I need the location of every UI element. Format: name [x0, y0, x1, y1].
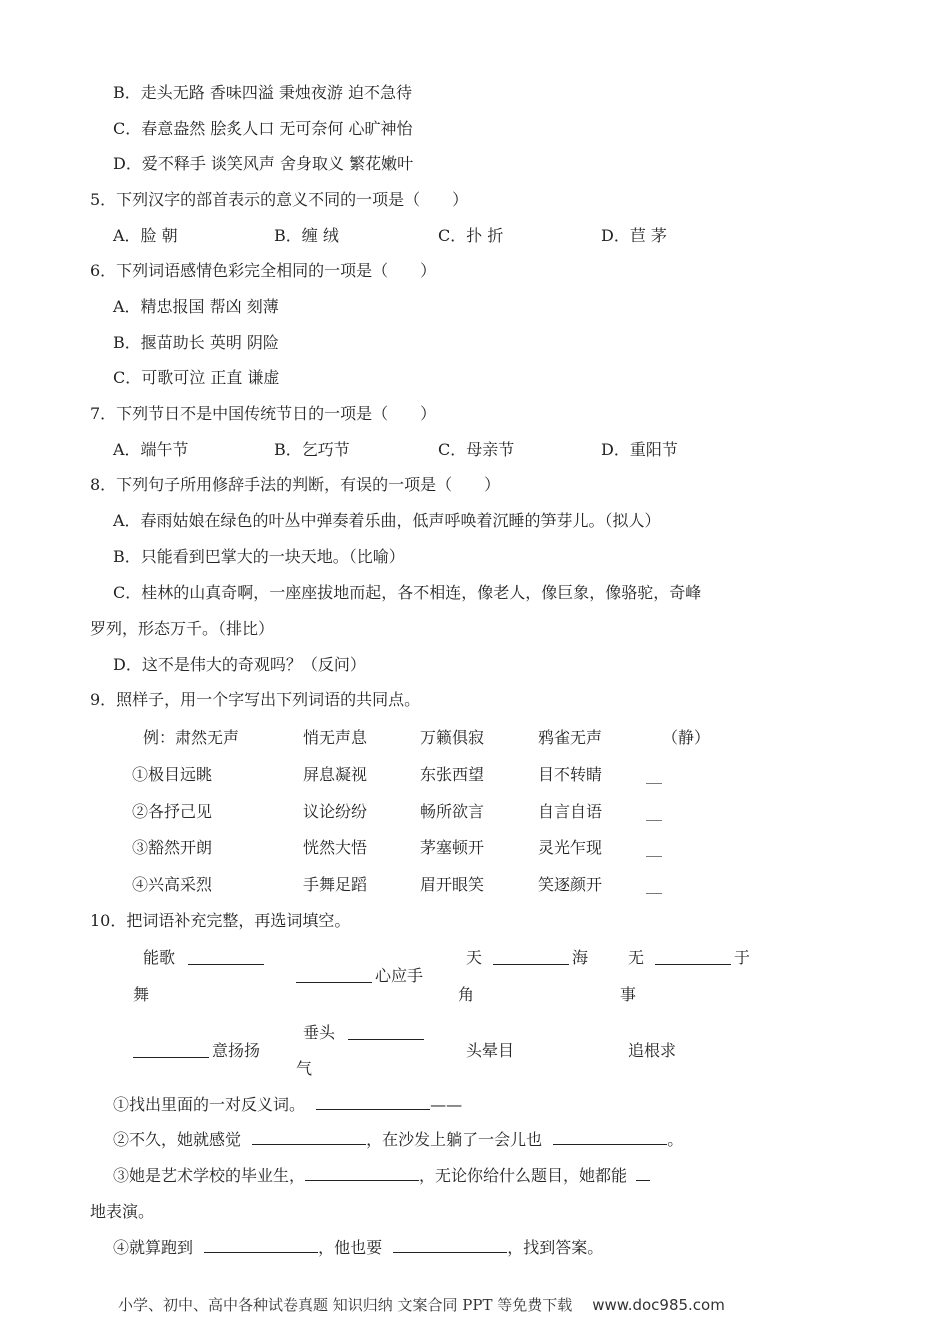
- q7-option-b: B．乞巧节: [274, 440, 350, 459]
- idiom-4-blank[interactable]: [655, 950, 731, 965]
- idiom-5-blank[interactable]: [133, 1043, 209, 1058]
- q5-option-d: D．苣 茅: [601, 226, 667, 245]
- idiom-3-part-c: 角: [458, 985, 475, 1004]
- q7-option-c: C．母亲节: [438, 440, 515, 459]
- idiom-1-part-a: 能歌: [143, 948, 176, 967]
- sentence-1-blank[interactable]: [316, 1095, 430, 1110]
- sentence-3-blank-2[interactable]: [636, 1166, 650, 1181]
- q9-row3-word-2: 恍然大悟: [303, 838, 368, 857]
- q6-option-c: C．可歌可泣 正直 谦虚: [113, 368, 280, 387]
- idiom-3-part-b: 海: [572, 948, 589, 967]
- sentence-1-dash: ——: [430, 1095, 463, 1114]
- q9-example-word-3: 万籁俱寂: [420, 728, 485, 747]
- idiom-4-part-c: 事: [620, 985, 637, 1004]
- q9-row3-word-1: ③豁然开朗: [132, 838, 213, 857]
- q9-row2-word-1: ②各抒己见: [132, 802, 213, 821]
- idiom-2-text: 心应手: [375, 966, 424, 985]
- sentence-3-text-a: ③她是艺术学校的毕业生，: [113, 1166, 306, 1185]
- q6-option-b: B．揠苗助长 英明 阴险: [113, 333, 279, 352]
- q5-option-b: B．缠 绒: [274, 226, 339, 245]
- q7-option-a: A．端午节: [113, 440, 189, 459]
- q9-row4-word-1: ④兴高采烈: [132, 875, 213, 894]
- sentence-3-blank-1[interactable]: [305, 1166, 419, 1181]
- q10-sentence-3: [113, 1166, 650, 1186]
- q7-stem: 7．下列节日不是中国传统节日的一项是（ ）: [90, 404, 437, 423]
- q9-example-answer: （静）: [662, 728, 711, 747]
- idiom-1-part-b: 舞: [133, 985, 150, 1004]
- q9-row2-word-2: 议论纷纷: [303, 802, 368, 821]
- page-footer: [118, 1294, 725, 1315]
- q8-option-a: A．春雨姑娘在绿色的叶丛中弹奏着乐曲，低声呼唤着沉睡的笋芽儿。（拟人）: [113, 511, 661, 530]
- q8-option-c: C．桂林的山真奇啊，一座座拔地而起，各不相连，像老人，像巨象，像骆驼，奇峰: [113, 583, 702, 602]
- sentence-4-text-c: ，找到答案。: [507, 1238, 604, 1257]
- q9-row2-answer-blank[interactable]: __: [646, 802, 662, 821]
- footer-url[interactable]: www.doc985.com: [592, 1296, 725, 1314]
- q7-option-d: D．重阳节: [601, 440, 678, 459]
- q9-example-word-4: 鸦雀无声: [538, 728, 603, 747]
- q5-stem: 5．下列汉字的部首表示的意义不同的一项是（ ）: [90, 190, 469, 209]
- q9-row3-word-3: 茅塞顿开: [420, 838, 485, 857]
- q9-row1-word-3: 东张西望: [420, 765, 485, 784]
- idiom-6-blank[interactable]: [348, 1025, 424, 1040]
- sentence-4-blank-1[interactable]: [204, 1238, 318, 1253]
- sentence-1-text: ①找出里面的一对反义词。: [113, 1095, 306, 1114]
- q9-row1-word-4: 目不转睛: [538, 765, 603, 784]
- q10-stem: 10．把词语补充完整，再选词填空。: [90, 911, 351, 930]
- sentence-2-blank-2[interactable]: [553, 1130, 667, 1145]
- sentence-4-text-a: ④就算跑到: [113, 1238, 194, 1257]
- q4-option-c: C．春意盎然 脍炙人口 无可奈何 心旷神怡: [113, 119, 413, 138]
- q10-sentence-4: [113, 1238, 603, 1258]
- idiom-6-part-a: 垂头: [303, 1023, 336, 1042]
- idiom-8-text: 追根求: [628, 1041, 677, 1060]
- idiom-4-part-a: 无: [628, 948, 645, 967]
- q5-option-a: A．脸 朝: [113, 226, 178, 245]
- q9-row1-word-1: ①极目远眺: [132, 765, 213, 784]
- idiom-6-part-b: 气: [296, 1059, 313, 1078]
- q9-row3-answer-blank[interactable]: __: [646, 838, 662, 857]
- q8-stem: 8．下列句子所用修辞手法的判断，有误的一项是（ ）: [90, 475, 501, 494]
- q9-row4-word-3: 眉开眼笑: [420, 875, 485, 894]
- idiom-1-blank[interactable]: [188, 950, 264, 965]
- sentence-2-blank-1[interactable]: [252, 1130, 366, 1145]
- q9-stem: 9．照样子，用一个字写出下列词语的共同点。: [90, 690, 421, 709]
- sentence-4-text-b: ，他也要: [318, 1238, 383, 1257]
- q9-row4-word-2: 手舞足蹈: [303, 875, 368, 894]
- q9-example-word-1: 例：肃然无声: [143, 728, 240, 747]
- idiom-3-part-a: 天: [466, 948, 483, 967]
- q9-row4-word-4: 笑逐颜开: [538, 875, 603, 894]
- q6-option-a: A．精忠报国 帮凶 刻薄: [113, 297, 279, 316]
- sentence-4-blank-2[interactable]: [393, 1238, 507, 1253]
- footer-text: 小学、初中、高中各种试卷真题 知识归纳 文案合同 PPT 等免费下载: [118, 1296, 573, 1314]
- q8-option-c-continued: 罗列，形态万千。（排比）: [90, 619, 275, 638]
- q9-row2-word-3: 畅所欲言: [420, 802, 485, 821]
- q10-sentence-2: [113, 1130, 683, 1150]
- q9-row1-word-2: 屏息凝视: [303, 765, 368, 784]
- q8-option-b: B．只能看到巴掌大的一块天地。（比喻）: [113, 547, 405, 566]
- q8-option-d: D．这不是伟大的奇观吗？（反问）: [113, 655, 366, 674]
- q4-option-b: B．走头无路 香味四溢 秉烛夜游 迫不急待: [113, 83, 413, 102]
- q6-stem: 6．下列词语感情色彩完全相同的一项是（ ）: [90, 261, 437, 280]
- idiom-7-text: 头晕目: [466, 1041, 515, 1060]
- q10-sentence-1: [113, 1095, 462, 1115]
- sentence-2-text-b: ，在沙发上躺了一会儿也: [366, 1130, 543, 1149]
- q9-example-word-2: 悄无声息: [303, 728, 368, 747]
- q9-row4-answer-blank[interactable]: __: [646, 875, 662, 894]
- q4-option-d: D．爱不释手 谈笑风声 舍身取义 繁花嫩叶: [113, 154, 414, 173]
- idiom-5-text: 意扬扬: [212, 1041, 261, 1060]
- sentence-3-text-b: ，无论你给什么题目，她都能: [419, 1166, 628, 1185]
- sentence-3-text-c: 地表演。: [90, 1202, 155, 1221]
- q5-option-c: C．扑 折: [438, 226, 504, 245]
- q9-row2-word-4: 自言自语: [538, 802, 603, 821]
- q9-row3-word-4: 灵光乍现: [538, 838, 603, 857]
- idiom-2-blank[interactable]: [296, 968, 372, 983]
- idiom-4-part-b: 于: [734, 948, 751, 967]
- sentence-2-text-a: ②不久，她就感觉: [113, 1130, 242, 1149]
- idiom-3-blank[interactable]: [493, 950, 569, 965]
- sentence-2-text-c: 。: [667, 1130, 684, 1149]
- q9-row1-answer-blank[interactable]: __: [646, 765, 662, 784]
